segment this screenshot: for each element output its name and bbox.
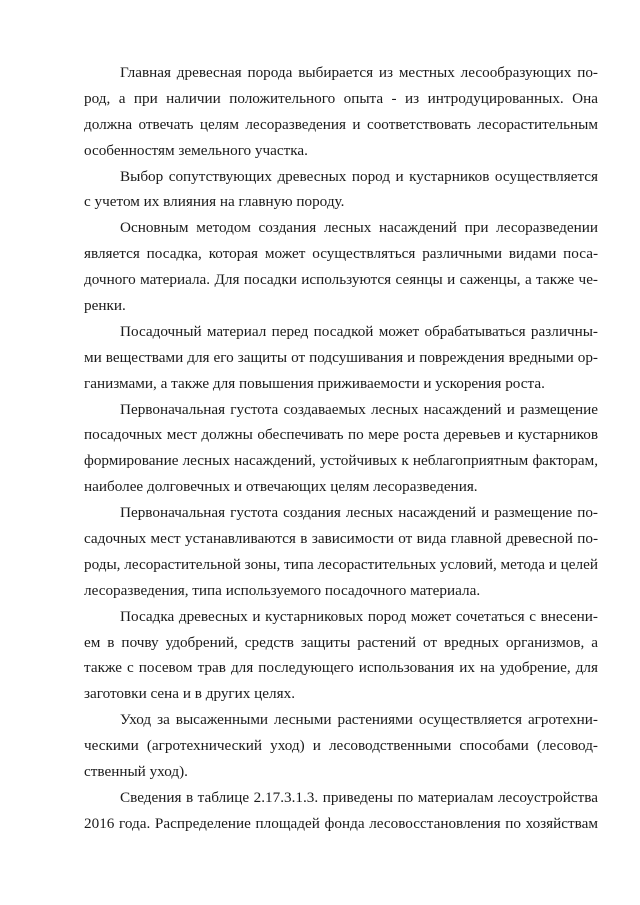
- text-line: особенностям земельного участка.: [84, 141, 308, 159]
- text-line: Первоначальная густота создания лесных насаждений и размещение по-: [120, 504, 598, 522]
- text-line: Выбор сопутствующих древесных пород и кустарников осуществляется: [120, 167, 598, 185]
- text-line: формирование лесных насаждений, устойчивых к неблагоприятным факторам,: [84, 452, 598, 470]
- text-line: 2016 года. Распределение площадей фонда лесовосстановления по хозяйствам: [84, 814, 598, 832]
- text-line: Уход за высаженными лесными растениями осуществляется агротехни-: [120, 711, 598, 729]
- text-line: Первоначальная густота создаваемых лесных насаждений и размещение: [120, 400, 598, 418]
- paragraph-care: [84, 707, 598, 785]
- paragraph-planting-method: [84, 215, 598, 319]
- paragraph-density-factors: [84, 500, 598, 604]
- text-line: ственный уход).: [84, 763, 188, 781]
- text-line: дочного материала. Для посадки используются сеянцы и саженцы, а также че-: [84, 271, 598, 289]
- text-line: Сведения в таблице 2.17.3.1.3. приведены по материалам лесоустройства: [120, 788, 598, 806]
- text-line: Посадка древесных и кустарниковых пород может сочетаться с внесени-: [120, 607, 598, 625]
- text-line: Основным методом создания лесных насаждений при лесоразведении: [120, 219, 598, 237]
- text-line: наиболее долговечных и отвечающих целям лесоразведения.: [84, 478, 478, 496]
- text-line: лесоразведения, типа используемого посадочного материала.: [84, 581, 481, 599]
- paragraph-main-species: [84, 60, 598, 164]
- paragraph-material-treatment: [84, 319, 598, 397]
- text-line: также с посевом трав для последующего использования их на удобрение, для: [84, 659, 598, 677]
- text-line: садочных мест устанавливаются в зависимости от вида главной древесной по-: [84, 530, 598, 548]
- paragraph-initial-density: [84, 397, 598, 501]
- paragraph-companion-species: [84, 164, 598, 216]
- text-line: посадочных мест должны обеспечивать по мере роста деревьев и кустарников: [84, 426, 598, 444]
- text-line: с учетом их влияния на главную породу.: [84, 193, 345, 211]
- text-line: ганизмами, а также для повышения приживаемости и ускорения роста.: [84, 374, 545, 392]
- text-line: роды, лесорастительной зоны, типа лесорастительных условий, метода и целей: [84, 555, 598, 573]
- text-line: ем в почву удобрений, средств защиты растений от вредных организмов, а: [84, 633, 598, 651]
- paragraph-fertilizers: [84, 604, 598, 708]
- text-line: является посадка, которая может осуществляться различными видами поса-: [84, 245, 598, 263]
- text-line: ми веществами для его защиты от подсушивания и повреждения вредными ор-: [84, 348, 598, 366]
- document-body: [84, 60, 598, 837]
- paragraph-table-reference: [84, 785, 598, 837]
- text-line: Главная древесная порода выбирается из местных лесообразующих по-: [120, 64, 598, 81]
- text-line: должна отвечать целям лесоразведения и соответствовать лесорастительным: [84, 115, 598, 133]
- text-line: род, а при наличии положительного опыта - из интродуцированных. Она: [84, 89, 598, 107]
- text-line: ренки.: [84, 297, 126, 315]
- text-line: заготовки сена и в других целях.: [84, 685, 296, 703]
- text-line: Посадочный материал перед посадкой может обрабатываться различны-: [120, 322, 598, 340]
- text-line: ческими (агротехнический уход) и лесоводственными способами (лесовод-: [84, 737, 598, 755]
